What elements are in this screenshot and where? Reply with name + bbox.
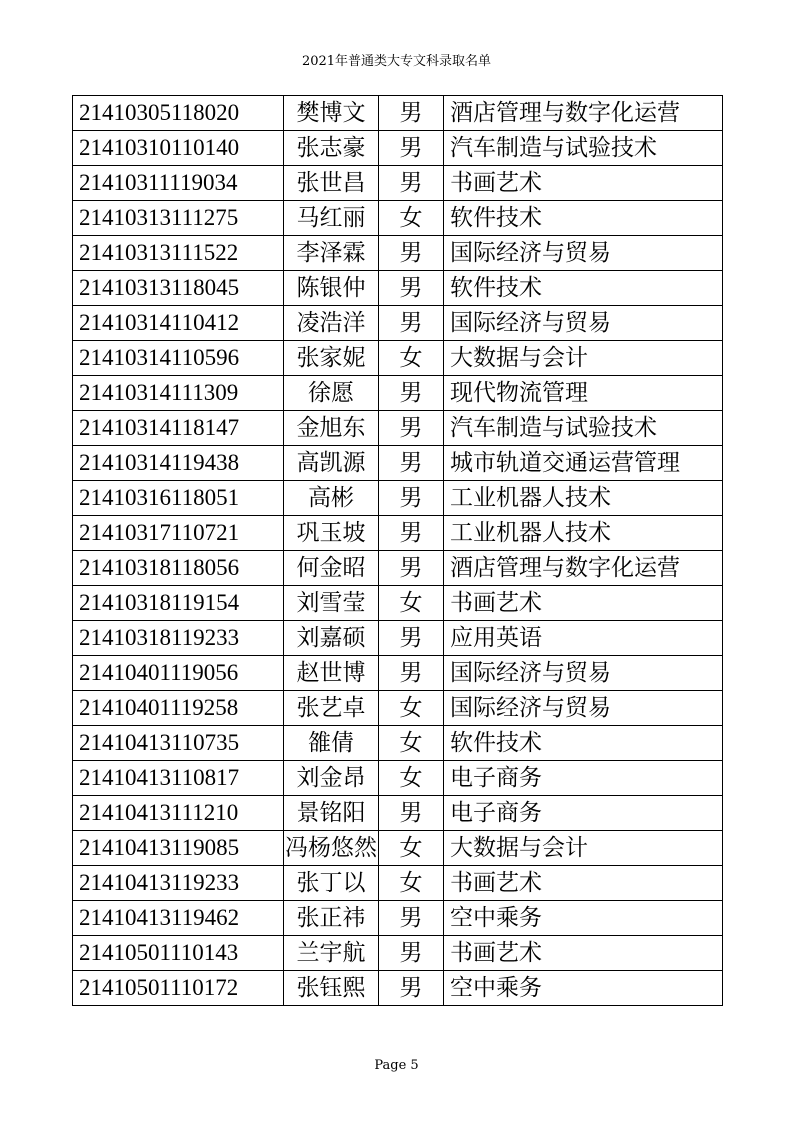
major-cell: 工业机器人技术 (444, 481, 723, 516)
table-row (73, 936, 723, 971)
gender-cell: 男 (379, 271, 444, 306)
gender-cell: 男 (379, 551, 444, 586)
table-row (73, 516, 723, 551)
student-id-cell: 21410413119462 (73, 901, 284, 936)
gender-cell: 男 (379, 306, 444, 341)
student-id-cell: 21410314111309 (73, 376, 284, 411)
major-cell: 电子商务 (444, 761, 723, 796)
document-title: 2021年普通类大专文科录取名单 (301, 54, 492, 69)
student-name-cell: 张世昌 (284, 166, 379, 201)
student-name-cell: 雒倩 (284, 726, 379, 761)
student-id-cell: 21410413110817 (73, 761, 284, 796)
table-row (73, 446, 723, 481)
gender-cell: 男 (379, 971, 444, 1006)
student-name-cell: 巩玉坡 (284, 516, 379, 551)
gender-cell: 男 (379, 796, 444, 831)
major-cell: 空中乘务 (444, 901, 723, 936)
major-cell: 国际经济与贸易 (444, 236, 723, 271)
table-row (73, 901, 723, 936)
gender-cell: 女 (379, 761, 444, 796)
major-cell: 空中乘务 (444, 971, 723, 1006)
major-cell: 软件技术 (444, 201, 723, 236)
student-name-cell: 兰宇航 (284, 936, 379, 971)
table-row (73, 691, 723, 726)
major-cell: 酒店管理与数字化运营 (444, 96, 723, 131)
table-row (73, 481, 723, 516)
student-id-cell: 21410313111275 (73, 201, 284, 236)
major-cell: 国际经济与贸易 (444, 306, 723, 341)
major-cell: 大数据与会计 (444, 831, 723, 866)
student-name-cell: 刘嘉硕 (284, 621, 379, 656)
gender-cell: 男 (379, 411, 444, 446)
gender-cell: 男 (379, 376, 444, 411)
gender-cell: 男 (379, 901, 444, 936)
major-cell: 国际经济与贸易 (444, 691, 723, 726)
student-id-cell: 21410317110721 (73, 516, 284, 551)
student-id-cell: 21410314110412 (73, 306, 284, 341)
student-name-cell: 何金昭 (284, 551, 379, 586)
major-cell: 软件技术 (444, 726, 723, 761)
major-cell: 书画艺术 (444, 166, 723, 201)
student-id-cell: 21410413119085 (73, 831, 284, 866)
student-name-cell: 陈银仲 (284, 271, 379, 306)
table-row (73, 971, 723, 1006)
table-row (73, 831, 723, 866)
gender-cell: 男 (379, 131, 444, 166)
gender-cell: 男 (379, 236, 444, 271)
major-cell: 现代物流管理 (444, 376, 723, 411)
table-row (73, 166, 723, 201)
student-id-cell: 21410313111522 (73, 236, 284, 271)
student-name-cell: 马红丽 (284, 201, 379, 236)
table-row (73, 306, 723, 341)
table-row (73, 761, 723, 796)
student-name-cell: 金旭东 (284, 411, 379, 446)
major-cell: 书画艺术 (444, 866, 723, 901)
student-id-cell: 21410401119056 (73, 656, 284, 691)
major-cell: 应用英语 (444, 621, 723, 656)
table-row (73, 551, 723, 586)
gender-cell: 女 (379, 341, 444, 376)
student-name-cell: 冯杨悠然 (284, 831, 379, 866)
student-name-cell: 张家妮 (284, 341, 379, 376)
gender-cell: 男 (379, 166, 444, 201)
admission-roster-table (72, 95, 723, 1006)
gender-cell: 女 (379, 726, 444, 761)
student-name-cell: 高凯源 (284, 446, 379, 481)
gender-cell: 女 (379, 866, 444, 901)
student-name-cell: 张正祎 (284, 901, 379, 936)
table-row (73, 796, 723, 831)
table-row (73, 96, 723, 131)
major-cell: 电子商务 (444, 796, 723, 831)
major-cell: 酒店管理与数字化运营 (444, 551, 723, 586)
major-cell: 工业机器人技术 (444, 516, 723, 551)
gender-cell: 女 (379, 586, 444, 621)
table-row (73, 586, 723, 621)
gender-cell: 男 (379, 516, 444, 551)
student-id-cell: 21410413110735 (73, 726, 284, 761)
gender-cell: 女 (379, 691, 444, 726)
student-id-cell: 21410501110172 (73, 971, 284, 1006)
table-row (73, 201, 723, 236)
gender-cell: 男 (379, 936, 444, 971)
table-row (73, 411, 723, 446)
page-number: Page 5 (374, 1058, 419, 1073)
table-row (73, 341, 723, 376)
student-id-cell: 21410401119258 (73, 691, 284, 726)
gender-cell: 男 (379, 621, 444, 656)
student-id-cell: 21410413111210 (73, 796, 284, 831)
student-name-cell: 李泽霖 (284, 236, 379, 271)
student-id-cell: 21410305118020 (73, 96, 284, 131)
table-row (73, 726, 723, 761)
major-cell: 软件技术 (444, 271, 723, 306)
student-name-cell: 凌浩洋 (284, 306, 379, 341)
major-cell: 汽车制造与试验技术 (444, 131, 723, 166)
student-name-cell: 赵世博 (284, 656, 379, 691)
student-id-cell: 21410316118051 (73, 481, 284, 516)
major-cell: 书画艺术 (444, 936, 723, 971)
table-row (73, 271, 723, 306)
gender-cell: 男 (379, 656, 444, 691)
student-id-cell: 21410314119438 (73, 446, 284, 481)
student-name-cell: 高彬 (284, 481, 379, 516)
major-cell: 书画艺术 (444, 586, 723, 621)
gender-cell: 女 (379, 201, 444, 236)
student-name-cell: 徐愿 (284, 376, 379, 411)
student-id-cell: 21410318119233 (73, 621, 284, 656)
gender-cell: 男 (379, 96, 444, 131)
student-name-cell: 景铭阳 (284, 796, 379, 831)
student-id-cell: 21410310110140 (73, 131, 284, 166)
table-row (73, 656, 723, 691)
major-cell: 大数据与会计 (444, 341, 723, 376)
table-row (73, 131, 723, 166)
student-id-cell: 21410314118147 (73, 411, 284, 446)
student-name-cell: 张钰熙 (284, 971, 379, 1006)
gender-cell: 男 (379, 481, 444, 516)
major-cell: 汽车制造与试验技术 (444, 411, 723, 446)
student-name-cell: 刘雪莹 (284, 586, 379, 621)
student-name-cell: 刘金昂 (284, 761, 379, 796)
gender-cell: 男 (379, 446, 444, 481)
table-row (73, 621, 723, 656)
student-id-cell: 21410501110143 (73, 936, 284, 971)
student-name-cell: 张志豪 (284, 131, 379, 166)
student-id-cell: 21410314110596 (73, 341, 284, 376)
roster-body (73, 96, 723, 1006)
gender-cell: 女 (379, 831, 444, 866)
table-row (73, 236, 723, 271)
major-cell: 城市轨道交通运营管理 (444, 446, 723, 481)
student-id-cell: 21410318119154 (73, 586, 284, 621)
student-id-cell: 21410313118045 (73, 271, 284, 306)
table-row (73, 376, 723, 411)
student-name-cell: 张艺卓 (284, 691, 379, 726)
table-row (73, 866, 723, 901)
student-name-cell: 张丁以 (284, 866, 379, 901)
student-id-cell: 21410318118056 (73, 551, 284, 586)
student-id-cell: 21410311119034 (73, 166, 284, 201)
student-id-cell: 21410413119233 (73, 866, 284, 901)
student-name-cell: 樊博文 (284, 96, 379, 131)
major-cell: 国际经济与贸易 (444, 656, 723, 691)
